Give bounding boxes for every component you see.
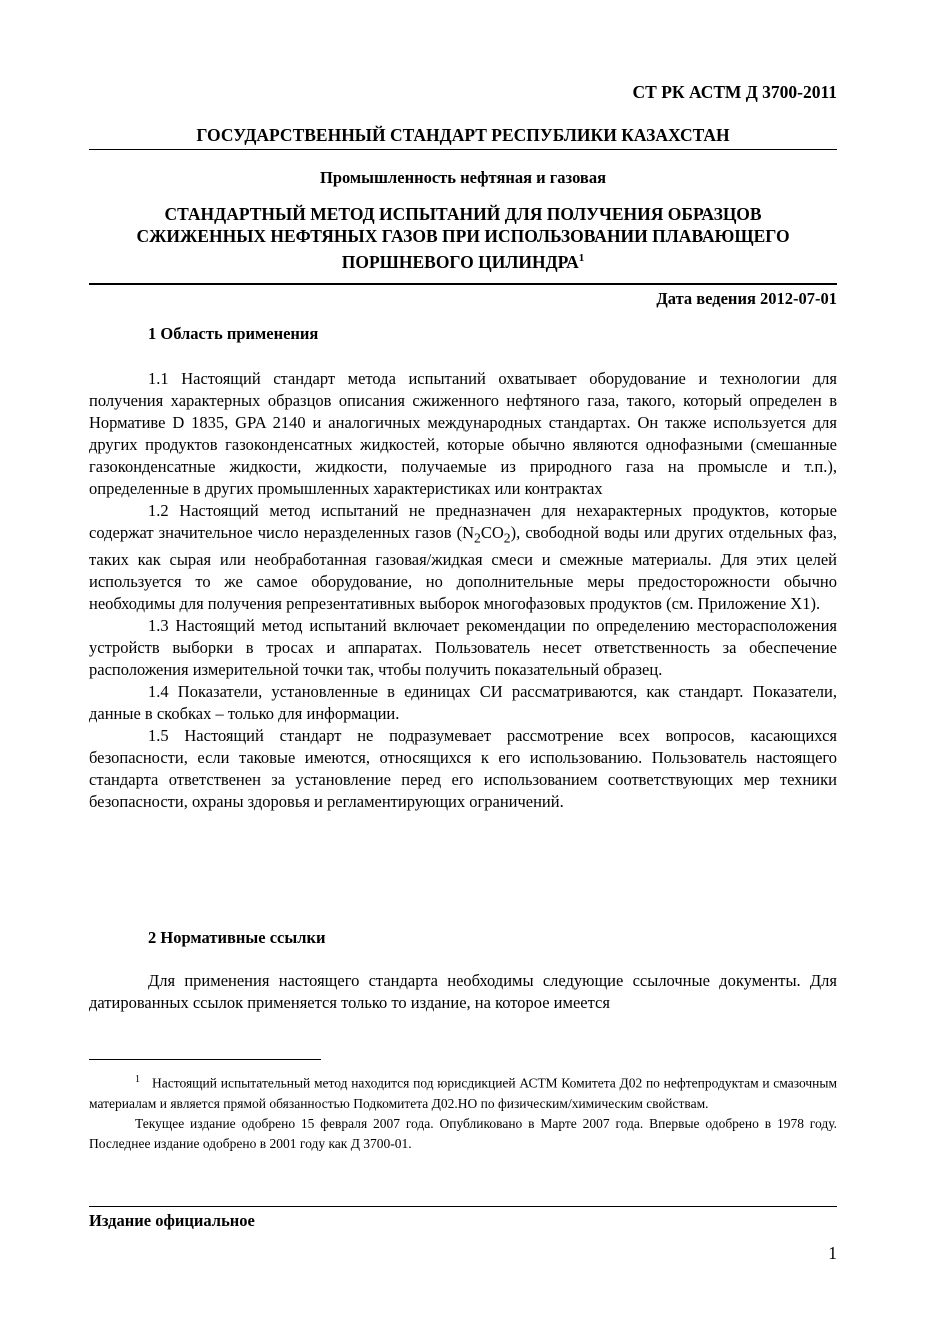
section-2-body: [89, 970, 837, 1014]
footnote-2: Текущее издание одобрено 15 февраля 2007 года. Опубликовано в Марте 2007 года. Впервые одобрено в 1978 году. Последнее издание одобрено в 2001 году как Д 3700-01.: [89, 1115, 837, 1151]
footer-divider: [89, 1206, 837, 1207]
paragraph-1-3: 1.3 Настоящий метод испытаний включает рекомендации по определению месторасположения устройств выборки в тросах и аппаратах. Пользователь несет ответственность за обеспечение расположения измерительной точки так, чтобы получить показательный образец.: [89, 616, 837, 680]
document-title-line-3-text: ПОРШНЕВОГО ЦИЛИНДРА: [341, 251, 579, 272]
document-title-line-2: СЖИЖЕННЫХ НЕФТЯНЫХ ГАЗОВ ПРИ ИСПОЛЬЗОВАНИИ ПЛАВАЮЩЕГО: [136, 226, 790, 246]
standard-code: СТ РК АСТМ Д 3700-2011: [632, 82, 837, 102]
chemical-formula-part: CO: [480, 523, 504, 542]
industry-label: Промышленность нефтяная и газовая: [319, 168, 607, 187]
paragraph-1-2-start: 1.2 Настоящий метод испытаний не предназначен для нехарактерных продуктов, которые содержат значительное число неразделенных газов (N: [89, 501, 837, 542]
paragraph-1-1: 1.1 Настоящий стандарт метода испытаний охватывает оборудование и технологии для получения характерных образцов описания сжиженного нефтяного газа, такого, который определен в Нормативе D 1835, GPA 2140 и аналогичных международных стандартах. Он также используется для других продуктов газоконденсатных жидкостей, которые обычно являются однофазными (смешанные газоконденсатные жидкости, жидкости, получаемые из природного газа на промысле и т.п.), определенные в других промышленных характеристиках или контрактах: [89, 369, 837, 498]
footnote-reference[interactable]: 1: [578, 252, 585, 264]
title-divider: [89, 283, 837, 285]
document-title-line-3: [89, 247, 837, 273]
paragraph-1-5: 1.5 Настоящий стандарт не подразумевает рассмотрение всех вопросов, касающихся безопасности, если таковые имеются, относящихся к его использованию. Пользователь настоящего стандарта ответственен за установление перед его использованием соответствующих мер техники безопасности, охраны здоровья и регламентирующих ограничений.: [89, 726, 837, 812]
state-standard-title: ГОСУДАРСТВЕННЫЙ СТАНДАРТ РЕСПУБЛИКИ КАЗАХСТАН: [196, 125, 730, 145]
header-divider: [89, 149, 837, 150]
document-title-line-1: СТАНДАРТНЫЙ МЕТОД ИСПЫТАНИЙ ДЛЯ ПОЛУЧЕНИЯ ОБРАЗЦОВ: [164, 204, 762, 224]
paragraph-1-4: 1.4 Показатели, установленные в единицах СИ рассматриваются, как стандарт. Показатели, данные в скобках – только для информации.: [89, 682, 837, 724]
introduction-date: Дата ведения 2012-07-01: [656, 289, 837, 308]
document-title: [89, 203, 837, 273]
paragraph-1-2: [89, 500, 837, 615]
section-2-heading: 2 Нормативные ссылки: [148, 928, 326, 947]
footnotes: [89, 1070, 837, 1154]
paragraph-1-2-end: ), свободной воды или других отдельных фаз, таких как сырая или необработанная газовая/жидкая смеси и смежные материалы. Для этих целей используется то же самое оборудование, но дополнительные меры предосторожности обычно необходимы для получения репрезентативных выборок многофазовых продуктов (см. Приложение Х1).: [89, 523, 838, 614]
footnote-mark: 1: [135, 1074, 140, 1085]
footnote-1-text: Настоящий испытательный метод находится под юрисдикцией АСТМ Комитета Д02 по нефтепродуктам и смазочным материалам и является прямой обязанностью Подкомитета Д02.НО по физическим/химическим свойствам.: [89, 1075, 837, 1111]
edition-label: Издание официальное: [89, 1211, 255, 1230]
footnote-separator: [89, 1059, 321, 1060]
page-number: 1: [828, 1243, 837, 1263]
footnote-1: [89, 1070, 837, 1114]
subscript: 2: [503, 530, 511, 546]
section-1-heading: 1 Область применения: [148, 324, 319, 343]
section-1-body: [89, 368, 837, 813]
subscript: 2: [474, 530, 481, 546]
paragraph-2-intro: Для применения настоящего стандарта необходимы следующие ссылочные документы. Для датированных ссылок применяется только то издание, на которое имеется: [89, 971, 837, 1012]
